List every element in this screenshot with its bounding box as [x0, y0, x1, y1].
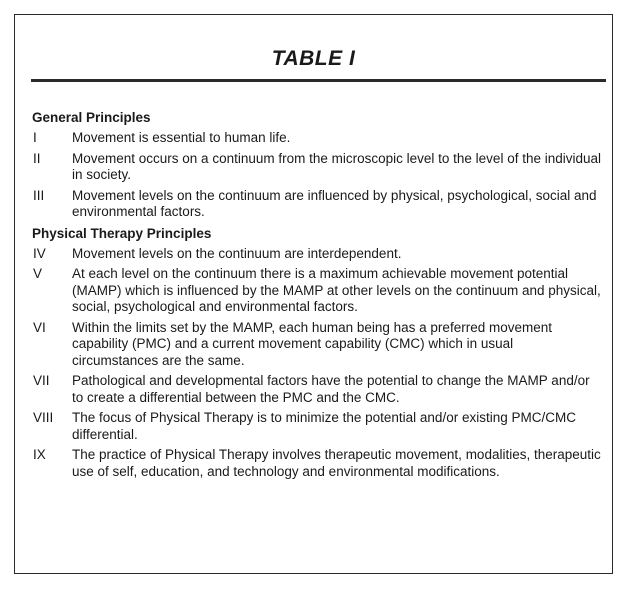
principle-numeral: VI: [33, 319, 46, 335]
principle-numeral: VIII: [33, 410, 54, 425]
principle-text: The practice of Physical Therapy involves therapeutic movement, modalities, therapeutic use of self, education, and technology and environmental modifications.: [72, 447, 601, 479]
principle-row: [32, 188, 602, 221]
table-title: TABLE I: [271, 47, 356, 70]
section-heading-physical-therapy: Physical Therapy Principles: [32, 225, 212, 241]
principle-row: [32, 320, 602, 370]
principle-numeral: IX: [33, 447, 46, 462]
principle-text: Movement levels on the continuum are influenced by physical, psychological, social and environmental factors.: [72, 187, 597, 219]
principle-numeral: VII: [33, 373, 50, 388]
principle-text: Within the limits set by the MAMP, each human being has a preferred movement capability (PMC) and a current movement capability (CMC) which in usual circumstances are the same.: [72, 319, 552, 368]
principle-row: [32, 246, 602, 263]
principle-row: [32, 373, 602, 406]
principle-text: Movement is essential to human life.: [72, 130, 291, 145]
principle-row: [32, 447, 602, 480]
principle-numeral: IV: [33, 245, 46, 261]
principle-numeral: V: [33, 266, 43, 281]
title-divider: [31, 79, 606, 82]
principle-row: [32, 151, 602, 184]
section-heading-general: General Principles: [32, 110, 151, 125]
principle-text: Movement levels on the continuum are interdependent.: [72, 245, 402, 261]
principle-text: At each level on the continuum there is a maximum achievable movement potential (MAMP) which is influenced by the MAMP at other levels on the continuum and physical, social, psychological and environmental factors.: [72, 266, 601, 314]
table-frame: [14, 14, 613, 574]
principle-row: [32, 410, 602, 443]
principle-numeral: II: [33, 150, 41, 166]
principles-content: [32, 109, 602, 484]
principle-text: The focus of Physical Therapy is to minimize the potential and/or existing PMC/CMC differential.: [72, 410, 576, 442]
principle-numeral: III: [33, 187, 45, 203]
principle-numeral: I: [33, 130, 37, 145]
principle-text: Movement occurs on a continuum from the microscopic level to the level of the individual in society.: [72, 150, 602, 182]
principle-row: [32, 130, 602, 147]
principle-row: [32, 266, 602, 316]
principle-text: Pathological and developmental factors have the potential to change the MAMP and/or to create a differential between the PMC and the CMC.: [72, 373, 590, 405]
